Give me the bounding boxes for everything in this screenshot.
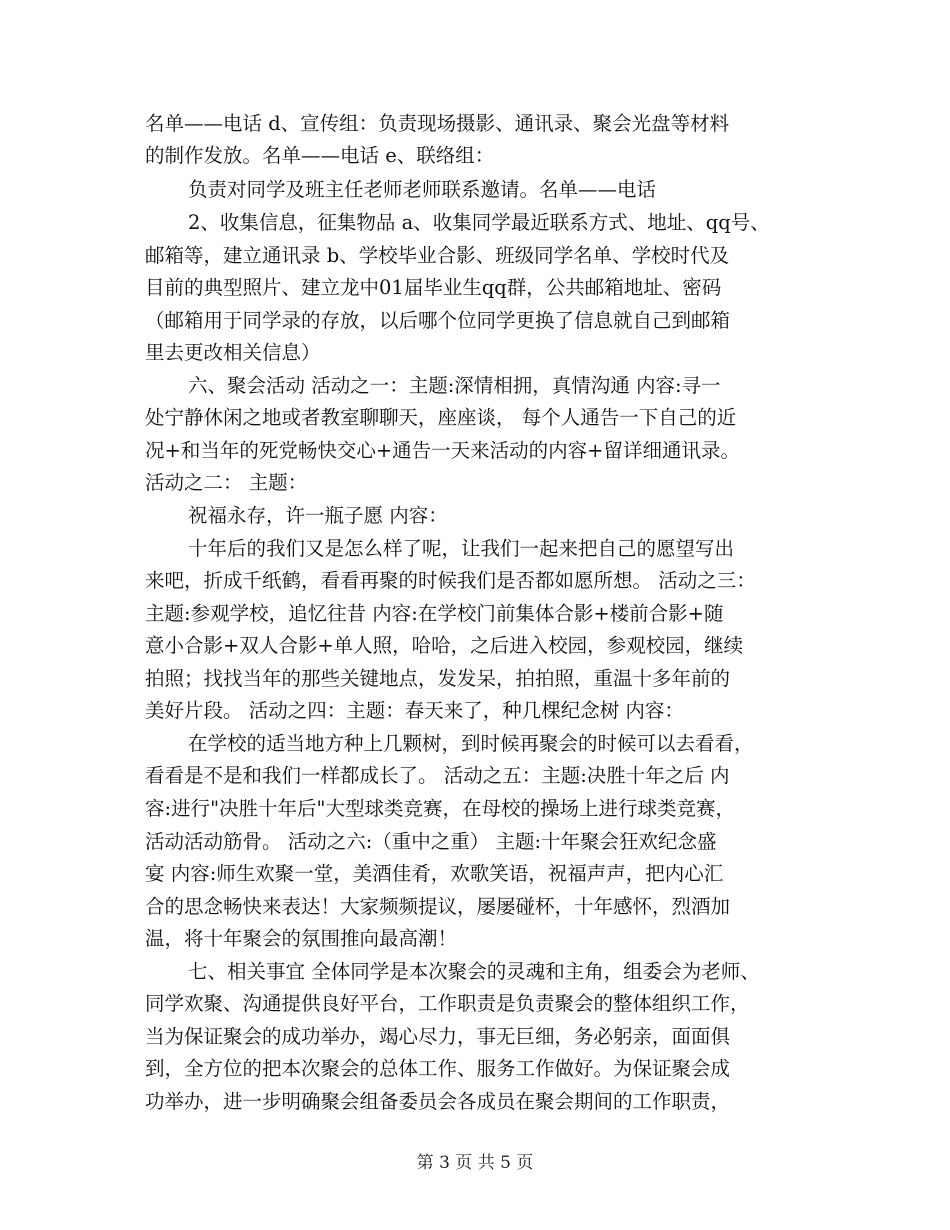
text-line: 温，将十年聚会的氛围推向最高潮！ — [145, 927, 458, 950]
text-line: 十年后的我们又是怎么样了呢，让我们一起来把自己的愿望写出 — [188, 537, 735, 560]
text-line: 七、相关事宜 全体同学是本次聚会的灵魂和主角，组委会为老师、 — [188, 960, 760, 983]
text-line: （邮箱用于同学录的存放，以后哪个位同学更换了信息就自己到邮箱 — [145, 309, 731, 332]
page-footer: 第 3 页 共 5 页 — [416, 1153, 534, 1173]
text-line: 的制作发放。名单——电话 e、联络组： — [145, 144, 495, 167]
text-line: 祝福永存，许一瓶子愿 内容： — [188, 504, 448, 527]
text-line: 来吧，折成千纸鹤，看看再聚的时候我们是否都如愿所想。 活动之三： — [145, 569, 756, 592]
text-line: 容:进行"决胜十年后"大型球类竞赛，在母校的操场上进行球类竞赛， — [145, 797, 736, 820]
text-line: 在学校的适当地方种上几颗树，到时候再聚会的时候可以去看看， — [188, 732, 754, 755]
text-line: 活动活动筋骨。 活动之六:（重中之重） 主题:十年聚会狂欢纪念盛 — [145, 830, 717, 853]
text-line: 主题:参观学校，追忆往昔 内容:在学校门前集体合影+楼前合影+随 — [145, 602, 724, 625]
text-line: 负责对同学及班主任老师老师联系邀请。名单——电话 — [188, 178, 657, 201]
text-line: 活动之二： 主题： — [145, 471, 308, 494]
text-line: 处宁静休闲之地或者教室聊聊天，座座谈， 每个人通告一下自己的近 — [145, 406, 737, 429]
text-line: 目前的典型照片、建立龙中01届毕业生qq群，公共邮箱地址、密码 — [145, 276, 722, 299]
text-line: 宴 内容:师生欢聚一堂，美酒佳肴，欢歌笑语，祝福声声，把内心汇 — [145, 862, 724, 885]
text-line: 意小合影+双人合影+单人照，哈哈，之后进入校园，参观校园，继续 — [145, 634, 744, 657]
text-line: 看看是不是和我们一样都成长了。 活动之五：主题:决胜十年之后 内 — [145, 764, 730, 787]
text-line: 里去更改相关信息） — [145, 341, 321, 364]
text-line: 况+和当年的死党畅快交心+通告一天来活动的内容+留详细通讯录。 — [145, 439, 741, 462]
text-line: 合的思念畅快来表达！大家频频提议，屡屡碰杯，十年感怀，烈酒加 — [145, 895, 731, 918]
text-line: 当为保证聚会的成功举办，竭心尽力，事无巨细，务必躬亲，面面俱 — [145, 1025, 731, 1048]
text-line: 到，全方位的把本次聚会的总体工作、服务工作做好。为保证聚会成 — [145, 1057, 731, 1080]
text-line: 2、收集信息，征集物品 a、收集同学最近联系方式、地址、qq号、 — [188, 211, 770, 234]
text-line: 邮箱等，建立通讯录 b、学校毕业合影、班级同学名单、学校时代及 — [145, 244, 730, 267]
text-line: 六、聚会活动 活动之一：主题:深情相拥，真情沟通 内容:寻一 — [188, 374, 721, 397]
text-line: 功举办，进一步明确聚会组备委员会各成员在聚会期间的工作职责， — [145, 1090, 731, 1113]
text-line: 名单——电话 d、宣传组：负责现场摄影、通讯录、聚会光盘等材料 — [145, 112, 730, 135]
text-line: 拍照；找找当年的那些关键地点，发发呆，拍拍照，重温十多年前的 — [145, 667, 731, 690]
text-line: 美好片段。 活动之四：主题：春天来了，种几棵纪念树 内容： — [145, 699, 684, 722]
text-line: 同学欢聚、沟通提供良好平台，工作职责是负责聚会的整体组织工作， — [145, 992, 750, 1015]
